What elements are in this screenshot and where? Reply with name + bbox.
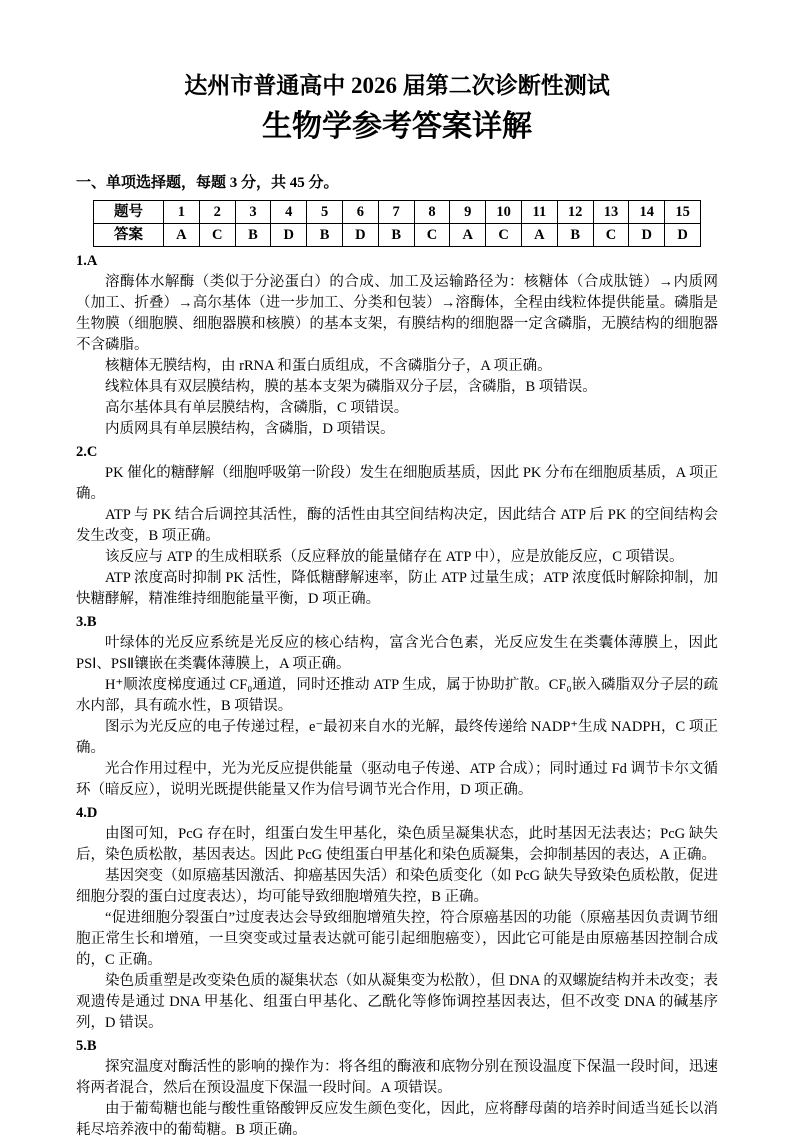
explanation-section [76,612,718,801]
explanation-paragraph: 探究温度对酶活性的影响的操作为：将各组的酶液和底物分别在预设温度下保温一段时间，迅速将两者混合，然后在预设温度下保温一段时间。A 项错误。 [76,1058,718,1096]
question-number-cell: 8 [414,200,450,223]
answer-cell: A [450,223,486,246]
question-number-cell: 4 [271,200,307,223]
question-number-cell: 10 [486,200,522,223]
explanation-heading: 4.D [76,804,98,821]
explanation-paragraph: 内质网具有单层膜结构，含磷脂，D 项错误。 [105,420,395,437]
explanation-paragraph: 线粒体具有双层膜结构，膜的基本支架为磷脂双分子层，含磷脂，B 项错误。 [105,378,597,395]
question-number-cell: 9 [450,200,486,223]
answer-table-body [94,200,701,246]
question-number-cell: 6 [342,200,378,223]
explanation-section [76,803,718,1034]
answer-cell: C [414,223,450,246]
answer-cell: A [521,223,557,246]
explanation-paragraph: 基因突变（如原癌基因激活、抑癌基因失活）和染色质变化（如 PcG 缺失导致染色质松散，促进细胞分裂的蛋白过度表达），均可能导致细胞增殖失控，B 正确。 [76,867,718,905]
explanation-paragraph: PK 催化的糖酵解（细胞呼吸第一阶段）发生在细胞质基质，因此 PK 分布在细胞质基质，A 项正确。 [76,464,718,502]
answer-cell: B [378,223,414,246]
question-number-cell: 13 [593,200,629,223]
explanation-heading: 1.A [76,252,98,269]
question-number-cell: 2 [199,200,235,223]
answer-key-title: 生物学参考答案详解 [262,109,532,143]
explanation-heading: 2.C [76,443,98,460]
answer-cell: B [557,223,593,246]
question-number-cell: 12 [557,200,593,223]
answer-cell: D [342,223,378,246]
explanation-paragraph: 由于葡萄糖也能与酸性重铬酸钾反应发生颜色变化，因此，应将酵母菌的培养时间适当延长以消耗尽培养液中的葡萄糖。B 项正确。 [76,1100,718,1138]
answer-cell: B [307,223,343,246]
explanation-paragraph: ATP 与 PK 结合后调控其活性，酶的活性由其空间结构决定，因此结合 ATP 后 PK 的空间结构会发生改变，B 项正确。 [76,506,718,544]
answer-cell: D [271,223,307,246]
explanation-paragraph: 图示为光反应的电子传递过程，e⁻最初来自水的光解，最终传递给 NADP⁺生成 NADPH，C 项正确。 [76,718,718,756]
explanation-paragraph: 光合作用过程中，光为光反应提供能量（驱动电子传递、ATP 合成）；同时通过 Fd 调节卡尔文循环（暗反应），说明光既提供能量又作为信号调节光合作用，D 项正确。 [76,760,718,798]
question-number-cell: 5 [307,200,343,223]
exam-title: 达州市普通高中 2026 届第二次诊断性测试 [184,73,610,98]
explanation-paragraph: 由图可知，PcG 存在时，组蛋白发生甲基化，染色质呈凝集状态，此时基因无法表达；PcG 缺失后，染色质松散，基因表达。因此 PcG 使组蛋白甲基化和染色质凝集，会抑制基因的表达，A 正确。 [76,825,718,863]
question-number-cell: 3 [235,200,271,223]
answer-table [93,200,701,247]
question-number-cell: 11 [521,200,557,223]
answer-cell: A [164,223,200,246]
explanation-section [76,251,718,440]
answer-row [94,223,701,246]
question-number-cell: 1 [164,200,200,223]
question-number-row-label: 题号 [94,200,164,223]
explanation-paragraph: 叶绿体的光反应系统是光反应的核心结构，富含光合色素，光反应发生在类囊体薄膜上，因此 PSⅠ、PSⅡ镶嵌在类囊体薄膜上，A 项正确。 [76,634,718,672]
answer-row-label: 答案 [94,223,164,246]
answer-cell: D [665,223,701,246]
explanation-paragraph: H⁺顺浓度梯度通过 CF₀通道，同时还推动 ATP 生成，属于协助扩散。CF₀嵌入磷脂双分子层的疏水内部，具有疏水性，B 项错误。 [76,676,718,714]
explanation-paragraph: 高尔基体具有单层膜结构，含磷脂，C 项错误。 [105,399,409,416]
explanation-section [76,442,718,610]
question-number-cell: 15 [665,200,701,223]
answer-cell: C [593,223,629,246]
explanation-paragraph: 核糖体无膜结构，由 rRNA 和蛋白质组成，不含磷脂分子，A 项正确。 [105,357,552,374]
question-number-cell: 7 [378,200,414,223]
question-number-row [94,200,701,223]
question-number-cell: 14 [629,200,665,223]
answer-cell: D [629,223,665,246]
explanation-paragraph: “促进细胞分裂蛋白”过度表达会导致细胞增殖失控，符合原癌基因的功能（原癌基因负责调节细胞正常生长和增殖，一旦突变或过量表达就可能引起细胞癌变），因此它可能是由原癌基因控制合成的，C 正确。 [76,909,718,968]
section-one-header: 一、单项选择题，每题 3 分，共 45 分。 [76,174,339,191]
explanation-paragraph: 溶酶体水解酶（类似于分泌蛋白）的合成、加工及运输路径为：核糖体（合成肽链）→内质网（加工、折叠）→高尔基体（进一步加工、分类和包装）→溶酶体，全程由线粒体提供能量。磷脂是生物膜（细胞膜、细胞器膜和核膜）的基本支架，有膜结构的细胞器一定含磷脂，无膜结构的细胞器不含磷脂。 [76,273,718,353]
explanations-container [76,251,718,1141]
explanation-section [76,1036,718,1141]
answer-cell: C [486,223,522,246]
explanation-paragraph: ATP 浓度高时抑制 PK 活性，降低糖酵解速率，防止 ATP 过量生成；ATP 浓度低时解除抑制，加快糖酵解，精准维持细胞能量平衡，D 项正确。 [76,569,718,607]
explanation-heading: 5.B [76,1037,97,1054]
answer-cell: B [235,223,271,246]
answer-cell: C [199,223,235,246]
explanation-paragraph: 染色质重塑是改变染色质的凝集状态（如从凝集变为松散），但 DNA 的双螺旋结构并未改变；表观遗传是通过 DNA 甲基化、组蛋白甲基化、乙酰化等修饰调控基因表达，但不改变 DNA 的碱基序列，D 错误。 [76,972,718,1031]
explanation-paragraph: 该反应与 ATP 的生成相联系（反应释放的能量储存在 ATP 中），应是放能反应，C 项错误。 [105,548,684,565]
explanation-heading: 3.B [76,613,97,630]
